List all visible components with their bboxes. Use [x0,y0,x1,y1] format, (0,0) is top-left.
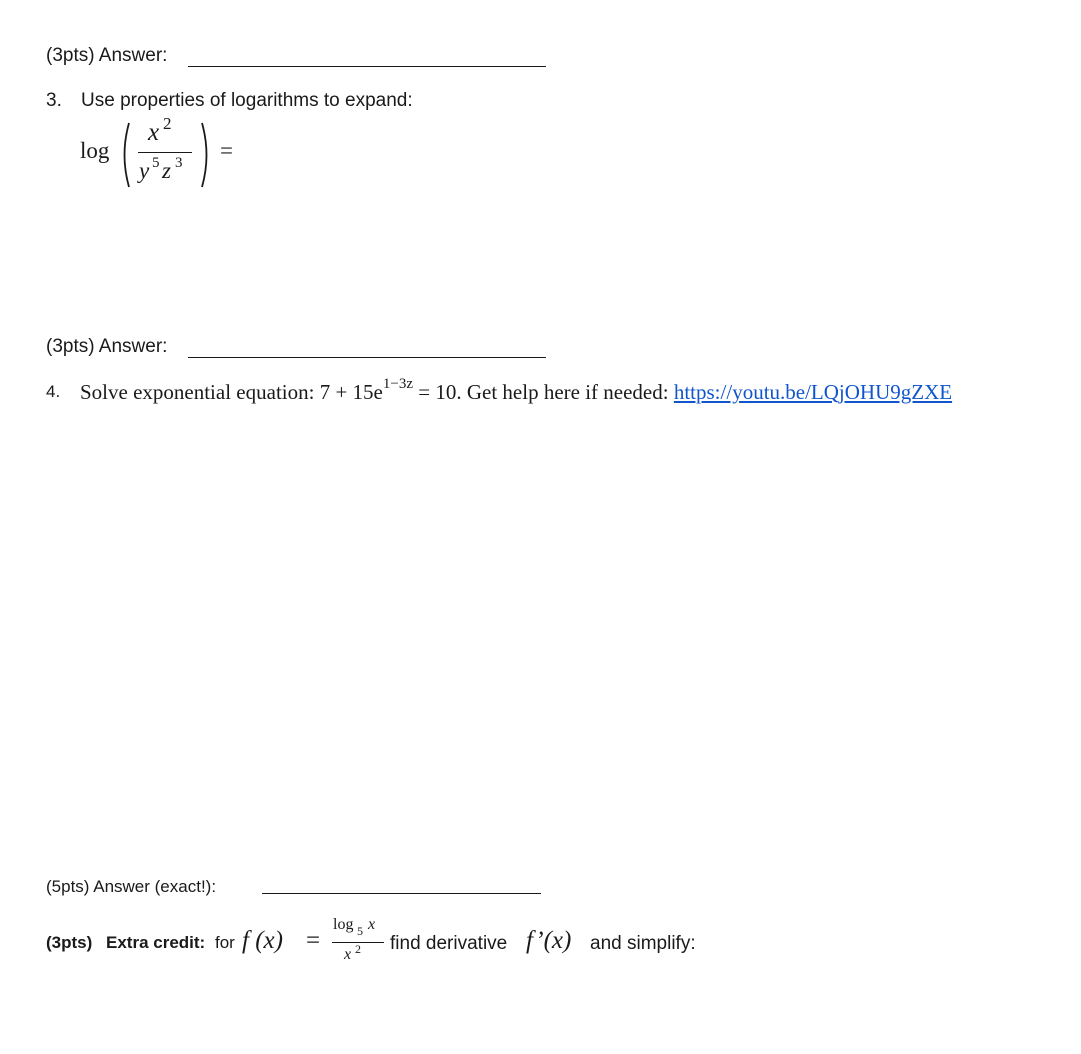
extra-credit-for: for [215,933,235,952]
q2-answer-label: (3pts) Answer: [46,45,168,66]
extra-credit-numerator-log: log [333,916,354,933]
q3-denominator-y: y [139,158,150,183]
q4-answer-label: (5pts) Answer (exact!): [46,877,217,896]
q4-line [80,376,953,405]
extra-credit-label: Extra credit: [106,933,206,952]
extra-credit-function: f (x) [242,927,283,954]
q3-denominator-z: z [162,158,171,183]
q2-answer-blank[interactable] [188,66,546,67]
extra-credit-find: find derivative [390,933,508,954]
q4-help-link[interactable]: https://youtu.be/LQjOHU9gZXE [673,380,953,404]
extra-credit-numerator-sub: 5 [357,924,363,938]
extra-credit-tail: and simplify: [590,933,696,954]
q4-exponent: 1−3z [382,376,413,392]
q3-prompt: Use properties of logarithms to expand: [81,90,413,111]
q3-number: 3. [46,90,62,111]
log-text: log [80,138,110,163]
q4-equation-left: 7 + 15e [319,380,383,404]
q4-help-text: Get help here if needed: [466,380,669,404]
extra-credit-derivative: f’(x) [526,927,572,954]
q3-fraction-bar [138,152,192,153]
q3-answer-blank[interactable] [188,357,546,358]
q3-denominator-y-exp: 5 [152,155,160,171]
q3-answer-label: (3pts) Answer: [46,336,168,357]
extra-credit-equals: = [306,927,321,954]
q3-numerator-exp: 2 [163,114,172,133]
right-paren-icon [199,121,213,189]
extra-credit-numerator-var: x [368,916,376,933]
extra-credit-denominator: x [344,946,352,963]
q4-equation-right: = 10. [413,380,462,404]
extra-credit-denominator-exp: 2 [355,942,361,956]
q4-number: 4. [46,382,61,401]
q4-prompt: Solve exponential equation: [80,380,315,404]
extra-credit-points: (3pts) [46,933,93,952]
q3-numerator-x: x [148,119,160,146]
q3-denominator-z-exp: 3 [175,155,183,171]
q4-answer-blank[interactable] [262,893,541,894]
q3-equals: = [220,138,233,163]
left-paren-icon [118,121,132,189]
